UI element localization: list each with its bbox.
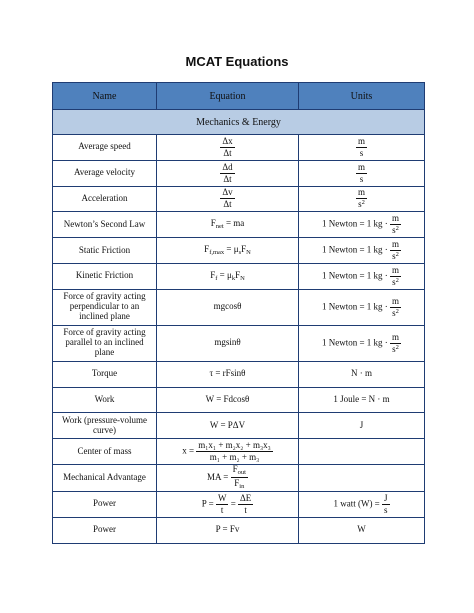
row-name: Power — [53, 491, 157, 517]
table-row — [53, 238, 425, 264]
row-units: 1 Newton = 1 kg · $\frac{m}{s^2}$ — [299, 238, 425, 264]
row-units: 1 Newton = 1 kg · $\frac{m}{s^2}$ — [299, 325, 425, 361]
row-units: J — [299, 413, 425, 439]
row-units: 1 Joule = N · m — [299, 387, 425, 413]
row-equation: τ = rFsinθ — [157, 361, 299, 387]
row-name: Mechanical Advantage — [53, 464, 157, 491]
table-row — [53, 263, 425, 289]
row-name: Average speed — [53, 135, 157, 161]
row-name: Newton’s Second Law — [53, 212, 157, 238]
row-name: Average velocity — [53, 160, 157, 186]
row-equation: W = Fdcosθ — [157, 387, 299, 413]
table-row — [53, 413, 425, 439]
row-units: 1 Newton = 1 kg · $\frac{m}{s^2}$ — [299, 289, 425, 325]
page-title: MCAT Equations — [185, 54, 289, 69]
table-row — [53, 212, 425, 238]
row-units: W — [299, 517, 425, 543]
section-row — [53, 110, 425, 135]
row-equation: mgsinθ — [157, 325, 299, 361]
equations-table — [52, 82, 425, 544]
row-units: $\frac{m}{s}$ — [299, 160, 425, 186]
row-units: $\frac{m}{s}$ — [299, 135, 425, 161]
table-row — [53, 186, 425, 212]
row-units — [299, 439, 425, 465]
row-name: Force of gravity acting perpendicular to an inclined plane — [53, 289, 157, 325]
row-equation: $F_f = \mu_kF_N$ — [157, 263, 299, 289]
row-equation: $\frac{\Delta v}{\Delta t}$ — [157, 186, 299, 212]
row-units: 1 watt (W) = $\frac{J}{s}$ — [299, 491, 425, 517]
table-row — [53, 160, 425, 186]
row-name: Torque — [53, 361, 157, 387]
row-name: Force of gravity acting parallel to an inclined plane — [53, 325, 157, 361]
row-units: 1 Newton = 1 kg · $\frac{m}{s^2}$ — [299, 212, 425, 238]
header-row — [53, 83, 425, 110]
row-name: Center of mass — [53, 439, 157, 465]
row-units: $\frac{m}{s^2}$ — [299, 186, 425, 212]
row-equation: W = PΔV — [157, 413, 299, 439]
row-equation: $\frac{\Delta x}{\Delta t}$ — [157, 135, 299, 161]
row-equation: mgcosθ — [157, 289, 299, 325]
table-row — [53, 361, 425, 387]
row-name: Work (pressure-volume curve) — [53, 413, 157, 439]
row-name: Static Friction — [53, 238, 157, 264]
table-row — [53, 387, 425, 413]
row-equation: MA = $\frac{F_{out}}{F_{in}}$ — [157, 464, 299, 491]
row-units: N · m — [299, 361, 425, 387]
row-name: Work — [53, 387, 157, 413]
row-units — [299, 464, 425, 491]
row-name: Power — [53, 517, 157, 543]
table-row — [53, 289, 425, 325]
row-equation: $\frac{\Delta d}{\Delta t}$ — [157, 160, 299, 186]
row-equation: P = Fv — [157, 517, 299, 543]
table-row — [53, 439, 425, 465]
row-units: 1 Newton = 1 kg · $\frac{m}{s^2}$ — [299, 263, 425, 289]
table-row — [53, 325, 425, 361]
row-equation: P = $\frac{W}{t}$ = $\frac{\Delta E}{t}$ — [157, 491, 299, 517]
header-name: Name — [53, 83, 157, 110]
row-equation: x = $\frac{\text{m₁x₁ + m₂x₂ + m₃x₃}}{\text{m₁ + m₂ + m₃}}$ — [157, 439, 299, 465]
table-row — [53, 517, 425, 543]
table-row — [53, 491, 425, 517]
header-units: Units — [299, 83, 425, 110]
table-row — [53, 464, 425, 491]
section-title: Mechanics & Energy — [53, 110, 425, 135]
table-row — [53, 135, 425, 161]
row-name: Kinetic Friction — [53, 263, 157, 289]
row-equation: $F_{net}$ = ma — [157, 212, 299, 238]
row-equation: $F_{f,max} = \mu_sF_N$ — [157, 238, 299, 264]
row-name: Acceleration — [53, 186, 157, 212]
header-equation: Equation — [157, 83, 299, 110]
